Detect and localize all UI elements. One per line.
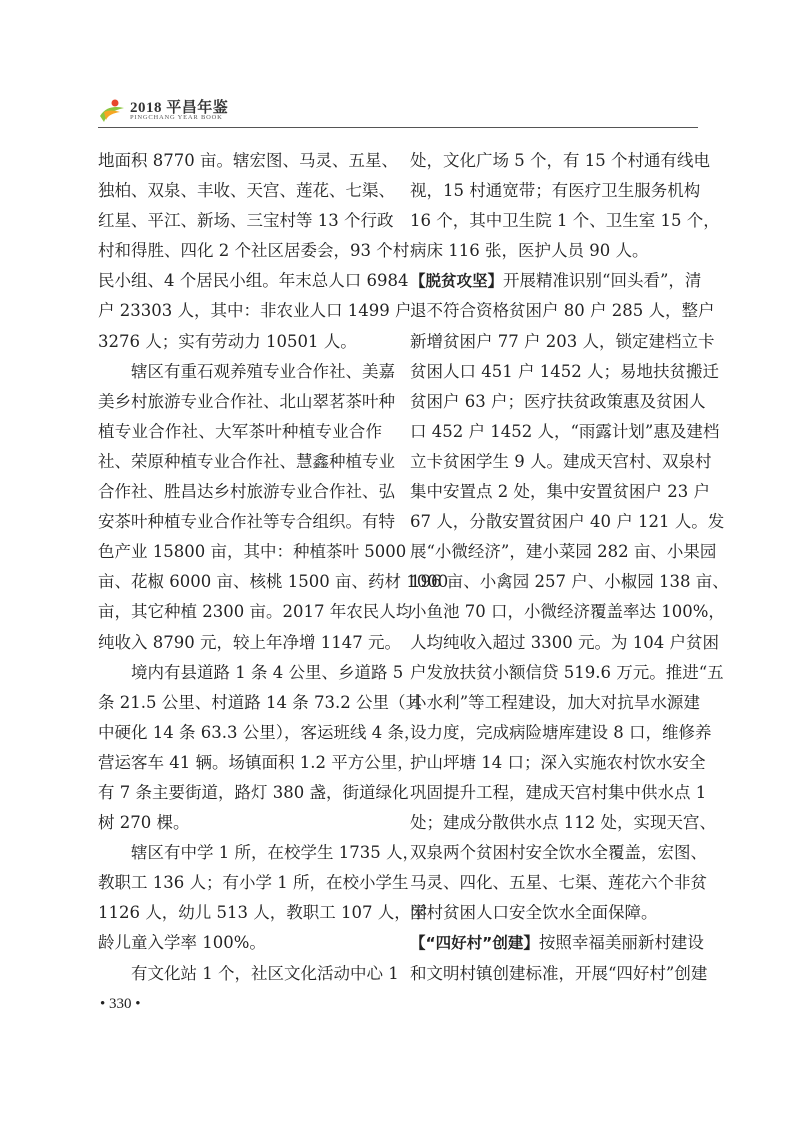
line-text: 中硬化 14 条 63.3 公里），客运班线 4 条， xyxy=(98,722,421,742)
text-line xyxy=(98,567,449,597)
line-text: 合作社、胜昌达乡村旅游专业合作社、弘 xyxy=(98,482,395,502)
text-line xyxy=(98,537,407,567)
line-text: 色产业 15800 亩，其中：种植茶叶 5000 xyxy=(98,542,407,562)
text-line xyxy=(98,838,419,868)
line-text: 按照幸福美丽新村建设 xyxy=(538,933,704,953)
yearbook-logo-icon xyxy=(98,98,126,124)
text-line xyxy=(98,507,395,537)
text-line xyxy=(410,567,729,597)
line-text: 美乡村旅游专业合作社、北山翠茗茶叶种 xyxy=(98,391,395,411)
line-text: 67 人，分散安置贫困户 40 户 121 人。发 xyxy=(410,512,725,532)
text-line xyxy=(410,387,706,417)
text-line xyxy=(410,868,707,898)
line-text: 1126 人，幼儿 513 人，教职工 107 人，学 xyxy=(98,903,428,923)
line-text: 民小组、4 个居民小组。年末总人口 6984 xyxy=(98,271,409,291)
text-line xyxy=(410,928,704,958)
text-line xyxy=(410,357,719,387)
line-text: 亩，其它种植 2300 亩。2017 年农民人均 xyxy=(98,602,413,622)
line-text: 困村贫困人口安全饮水全面保障。 xyxy=(410,903,658,923)
text-line xyxy=(98,778,409,808)
text-line xyxy=(410,628,719,658)
line-text: 立卡贫困学生 9 人。建成天宫村、双泉村 xyxy=(410,451,712,471)
text-line xyxy=(410,507,725,537)
text-line xyxy=(410,327,715,357)
text-line xyxy=(410,808,716,838)
line-text: 病床 116 张，医护人员 90 人。 xyxy=(410,241,649,261)
text-line xyxy=(98,597,413,627)
text-line xyxy=(98,266,409,296)
line-text: 视，15 村通宽带；有医疗卫生服务机构 xyxy=(410,181,701,201)
text-line xyxy=(410,447,712,477)
text-line xyxy=(98,959,399,989)
line-text: 马灵、四化、五星、七渠、莲花六个非贫 xyxy=(410,873,707,893)
line-text: 贫困户 63 户；医疗扶贫政策惠及贫困人 xyxy=(410,391,706,411)
text-line xyxy=(98,898,428,928)
line-text: 16 个，其中卫生院 1 个、卫生室 15 个， xyxy=(410,211,720,231)
header-subtitle: PINGCHANG YEAR BOOK xyxy=(130,114,223,121)
running-header xyxy=(98,96,698,128)
page-number: • 330 • xyxy=(100,996,141,1012)
line-text: 贫困人口 451 户 1452 人；易地扶贫搬迁 xyxy=(410,361,719,381)
line-text: 红星、平江、新场、三宝村等 13 个行政 xyxy=(98,211,394,231)
text-line xyxy=(98,748,414,778)
text-line xyxy=(410,718,712,748)
text-line xyxy=(410,236,700,266)
section-heading: 【“四好村”创建】 xyxy=(410,934,539,953)
line-text: 口 452 户 1452 人，“雨露计划”惠及建档 xyxy=(410,421,720,441)
line-text: 户发放扶贫小额信贷 519.6 万元。推进“五 xyxy=(410,662,724,682)
text-line xyxy=(98,206,394,236)
line-text: 户 23303 人，其中：非农业人口 1499 户 xyxy=(98,301,412,321)
text-line xyxy=(410,748,706,778)
text-line xyxy=(98,387,395,417)
text-line xyxy=(410,206,720,236)
line-text: 有 7 条主要街道，路灯 380 盏，街道绿化 xyxy=(98,782,409,802)
text-line xyxy=(98,146,398,176)
text-line xyxy=(98,357,395,387)
text-line xyxy=(98,718,421,748)
line-text: 树 270 棵。 xyxy=(98,813,190,833)
line-text: 亩、花椒 6000 亩、核桃 1500 亩、药材 1000 xyxy=(98,572,449,592)
text-line xyxy=(98,928,382,958)
header-rule xyxy=(98,127,698,128)
text-line xyxy=(98,808,382,838)
left-column xyxy=(98,146,449,989)
right-column xyxy=(410,146,729,989)
text-line xyxy=(410,597,725,627)
line-text: 地面积 8770 亩。辖宏图、马灵、五星、 xyxy=(98,151,398,170)
line-text: 辖区有中学 1 所，在校学生 1735 人， xyxy=(131,843,419,863)
text-line xyxy=(98,176,395,206)
text-line xyxy=(410,417,720,447)
text-line xyxy=(98,868,409,898)
line-text: 境内有县道路 1 条 4 公里、乡道路 5 xyxy=(131,662,404,682)
text-line xyxy=(410,296,715,326)
line-text: 巩固提升工程，建成天宫村集中供水点 1 xyxy=(410,782,707,802)
header-title: 2018 平昌年鉴 xyxy=(130,100,229,116)
line-text: 处；建成分散供水点 112 处，实现天宫、 xyxy=(410,813,716,833)
line-text: 纯收入 8790 元，较上年净增 1147 元。 xyxy=(98,632,401,652)
text-line xyxy=(410,688,700,718)
line-text: 新增贫困户 77 户 203 人，锁定建档立卡 xyxy=(410,331,715,351)
text-line xyxy=(410,778,707,808)
text-line xyxy=(410,959,708,989)
text-line xyxy=(410,176,700,206)
line-text: 小水利”等工程建设，加大对抗旱水源建 xyxy=(410,692,700,712)
text-line xyxy=(98,477,395,507)
line-text: 教职工 136 人；有小学 1 所，在校小学生 xyxy=(98,873,409,893)
line-text: 展“小微经济”，建小菜园 282 亩、小果园 xyxy=(410,542,717,562)
line-text: 有文化站 1 个，社区文化活动中心 1 xyxy=(131,963,399,983)
text-line xyxy=(410,838,707,868)
line-text: 3276 人；实有劳动力 10501 人。 xyxy=(98,331,357,351)
line-text: 开展精准识别“回头看”，清 xyxy=(503,271,702,291)
text-line xyxy=(98,417,382,447)
text-line xyxy=(410,477,710,507)
text-line xyxy=(410,146,710,176)
section-heading: 【脱贫攻坚】 xyxy=(410,272,504,291)
line-text: 植专业合作社、大军茶叶种植专业合作 xyxy=(98,421,382,441)
text-line xyxy=(98,658,404,688)
line-text: 196 亩、小禽园 257 户、小椒园 138 亩、 xyxy=(410,572,729,592)
text-line xyxy=(98,296,412,326)
line-text: 处，文化广场 5 个，有 15 个村通有线电 xyxy=(410,151,710,170)
line-text: 营运客车 41 辆。场镇面积 1.2 平方公里， xyxy=(98,752,414,772)
line-text: 龄儿童入学率 100%。 xyxy=(98,933,266,953)
line-text: 小鱼池 70 口，小微经济覆盖率达 100%， xyxy=(410,602,725,622)
line-text: 和文明村镇创建标准，开展“四好村”创建 xyxy=(410,963,708,983)
text-line xyxy=(98,236,410,266)
text-line xyxy=(98,447,395,477)
text-line xyxy=(98,628,401,658)
line-text: 条 21.5 公里、村道路 14 条 73.2 公里（其 xyxy=(98,692,422,712)
line-text: 设力度，完成病险塘库建设 8 口，维修养 xyxy=(410,722,712,742)
text-line xyxy=(410,266,700,296)
text-line xyxy=(98,327,382,357)
line-text: 护山坪塘 14 口；深入实施农村饮水安全 xyxy=(410,752,706,772)
line-text: 社、荣原种植专业合作社、慧鑫种植专业 xyxy=(98,451,395,471)
text-line xyxy=(98,688,422,718)
line-text: 村和得胜、四化 2 个社区居委会，93 个村 xyxy=(98,241,410,261)
line-text: 退不符合资格贫困户 80 户 285 人，整户 xyxy=(410,301,715,321)
line-text: 人均纯收入超过 3300 元。为 104 户贫困 xyxy=(410,632,719,652)
text-line xyxy=(410,898,700,928)
line-text: 辖区有重石观养殖专业合作社、美嘉 xyxy=(131,361,395,381)
line-text: 集中安置点 2 处，集中安置贫困户 23 户 xyxy=(410,482,710,502)
line-text: 双泉两个贫困村安全饮水全覆盖，宏图、 xyxy=(410,843,707,863)
text-line xyxy=(410,658,724,688)
line-text: 独柏、双泉、丰收、天宫、莲花、七渠、 xyxy=(98,181,395,201)
text-line xyxy=(410,537,717,567)
line-text: 安茶叶种植专业合作社等专合组织。有特 xyxy=(98,512,395,532)
